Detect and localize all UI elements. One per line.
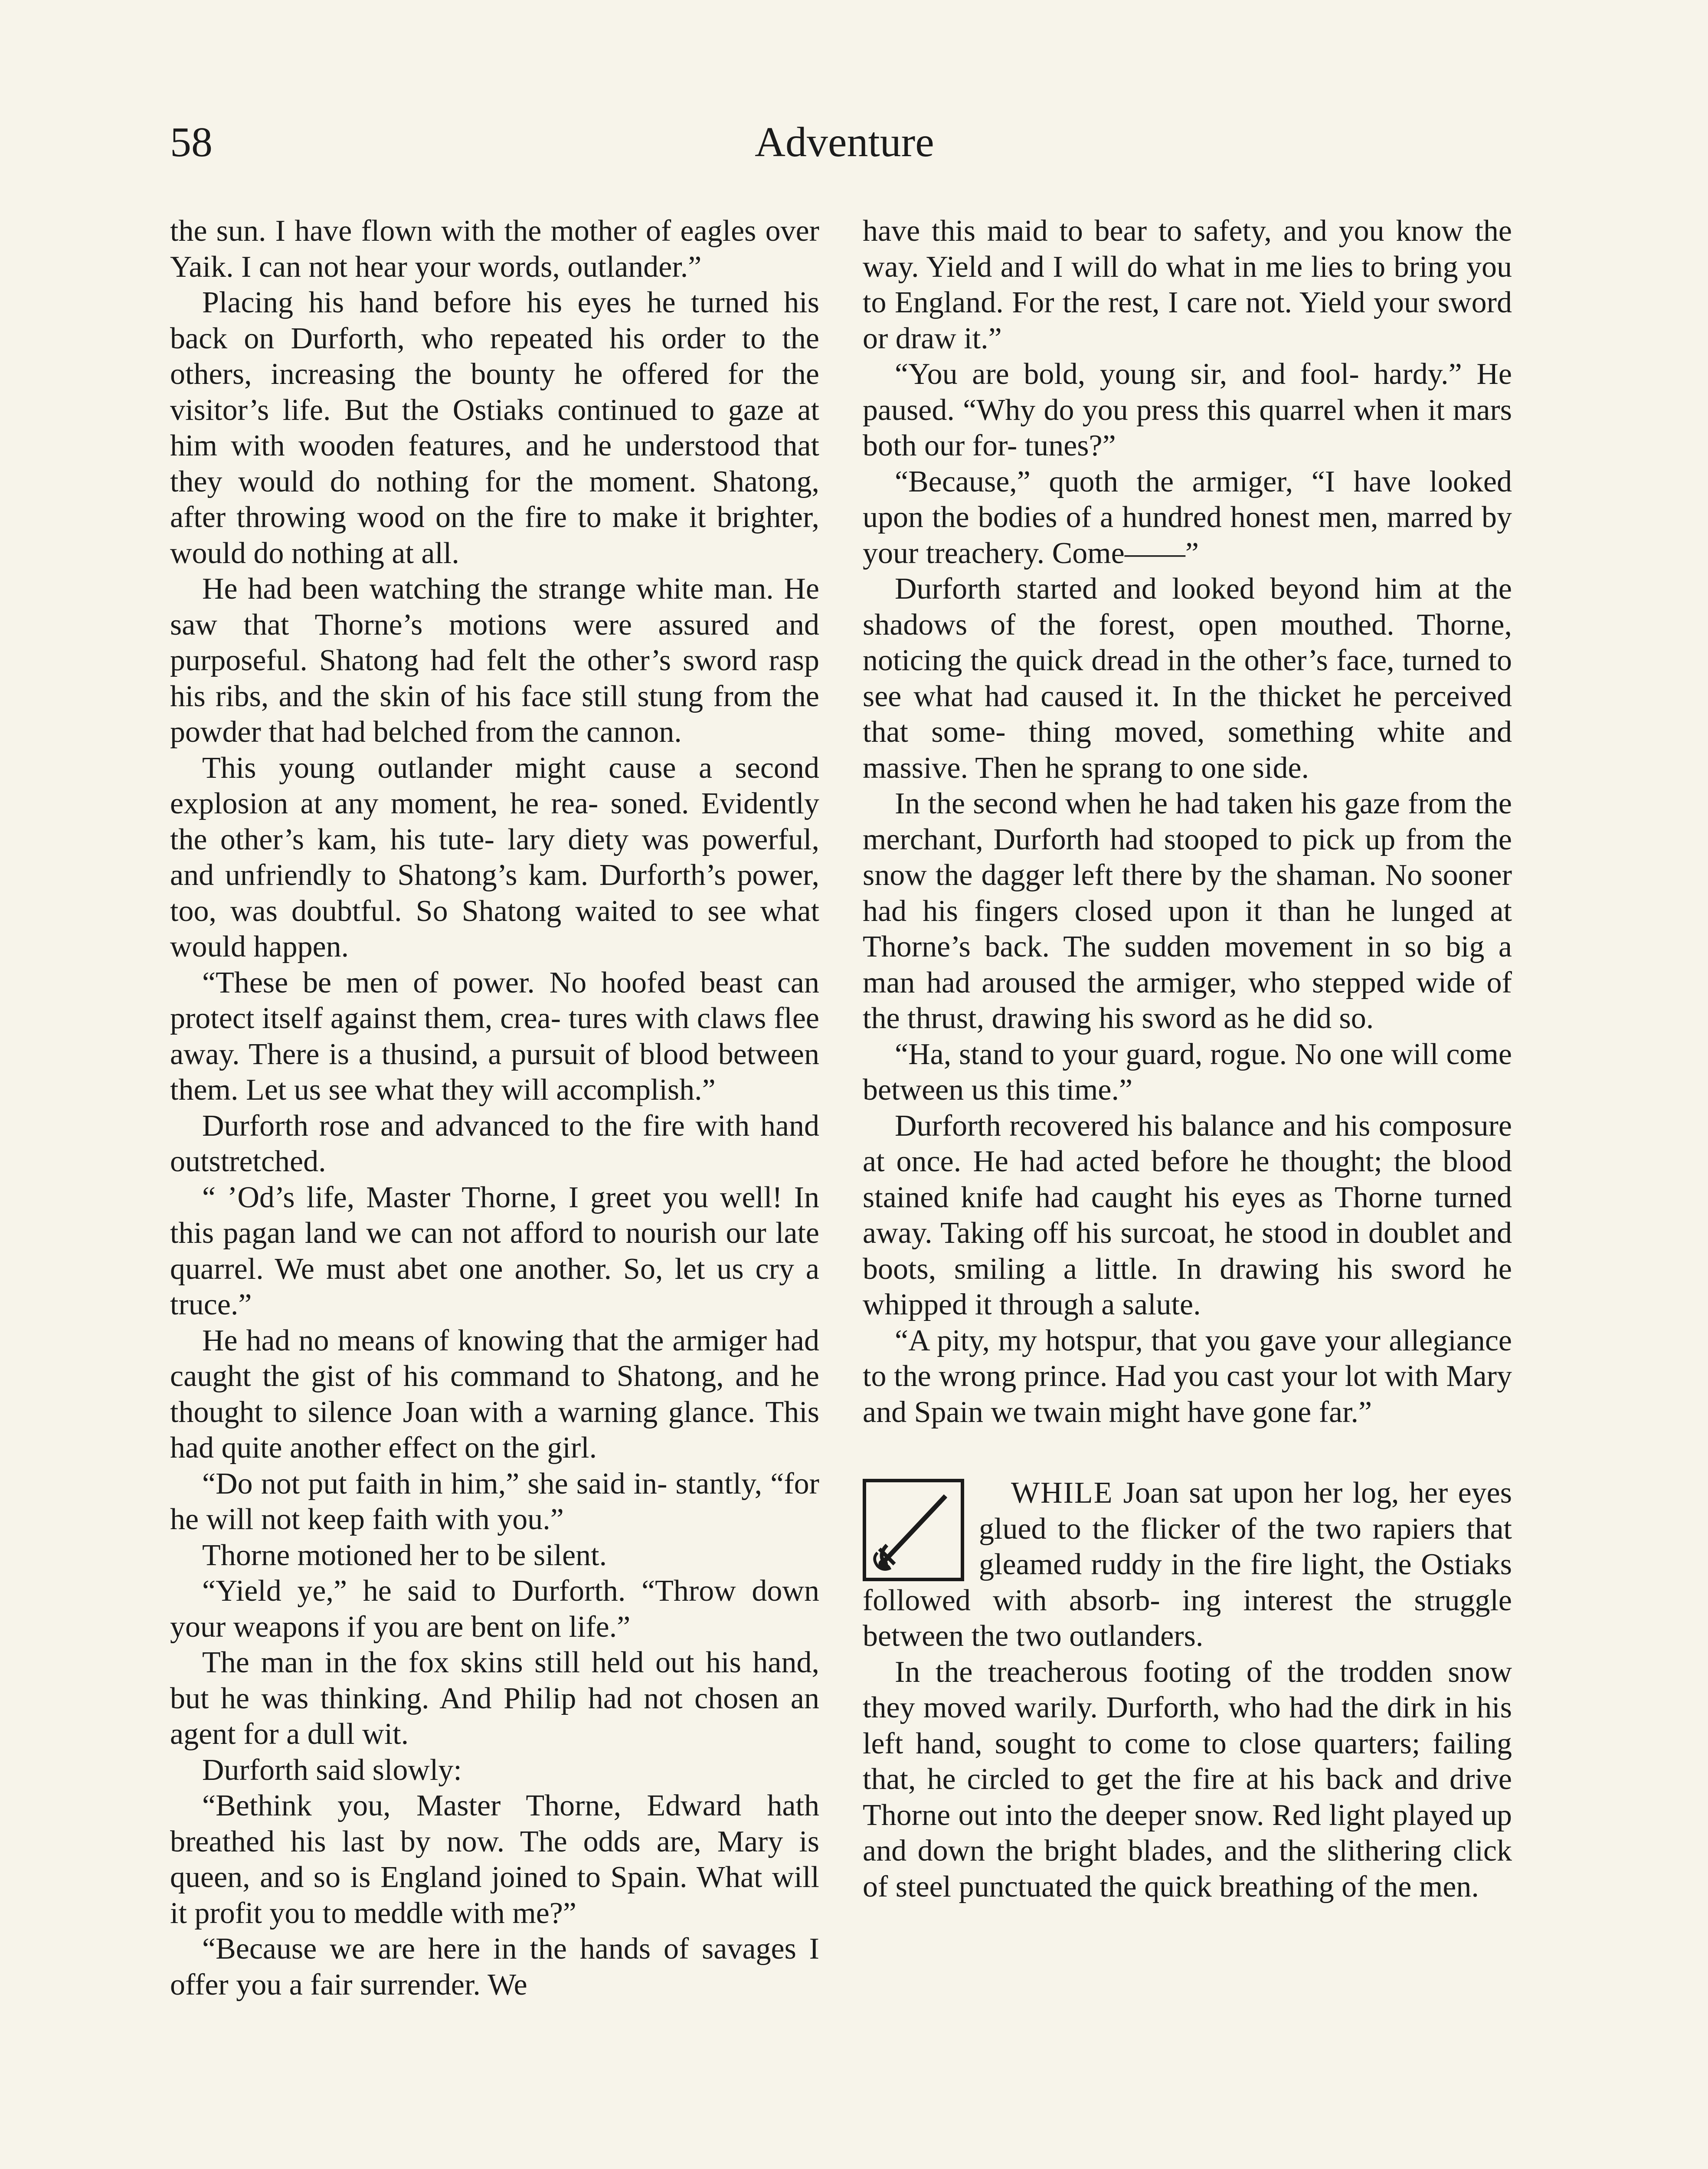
paragraph: “Bethink you, Master Thorne, Edward hath breathed his last by now. The odds are, Mary is queen, and so is England joined to Spain. What will it profit you to meddle with me?”: [170, 1789, 819, 1930]
section-break: [863, 1475, 1512, 1905]
paragraph: “Because,” quoth the armiger, “I have looked upon the bodies of a hundred honest men, marred by your treachery. Come——”: [863, 465, 1512, 570]
page-header: [170, 116, 1519, 177]
paragraph: “You are bold, young sir, and fool- hardy.” He paused. “Why do you press this quarrel when it mars both our for- tunes?”: [863, 357, 1512, 462]
paragraph: “Because we are here in the hands of savages I offer you a fair surrender. We: [170, 1932, 819, 2002]
paragraph: Placing his hand before his eyes he turned his back on Durforth, who repeated his order to the others, increasing the bounty he offered for the visitor’s life. But the Ostiaks continued to gaze at him with wooden features, and he understood that they would do nothing for the moment. Shatong, after throwing wood on the fire to make it brighter, would do nothing at all.: [170, 286, 819, 570]
paragraph: The man in the fox skins still held out his hand, but he was thinking. And Philip had not chosen an agent for a dull wit.: [170, 1646, 819, 1751]
paragraph: Durforth recovered his balance and his composure at once. He had acted before he thought; the blood stained knife had caught his eyes as Thorne turned away. Taking off his surcoat, he stood in doublet and boots, smiling a little. In drawing his sword he whipped it through a salute.: [863, 1109, 1512, 1321]
right-column: [863, 213, 1512, 2169]
paragraph: “Yield ye,” he said to Durforth. “Throw down your weapons if you are bent on life.”: [170, 1574, 819, 1644]
paragraph: In the second when he had taken his gaze from the merchant, Durforth had stooped to pick up from the snow the dagger left there by the shaman. No sooner had his fingers closed upon it than he lunged at Thorne’s back. The sudden movement in so big a man had aroused the armiger, who stepped wide of the thrust, drawing his sword as he did so.: [863, 787, 1512, 1035]
paragraph: Durforth said slowly:: [202, 1753, 462, 1787]
paragraph: the sun. I have flown with the mother of eagles over Yaik. I can not hear your words, outlander.”: [170, 214, 819, 284]
paragraph: “ ’Od’s life, Master Thorne, I greet you well! In this pagan land we can not afford to nourish our late quarrel. We must abet one another. So, let us cry a truce.”: [170, 1180, 819, 1321]
left-column: [170, 213, 819, 2169]
paragraph: He had been watching the strange white man. He saw that Thorne’s motions were assured and purposeful. Shatong had felt the other’s sword rasp his ribs, and the skin of his face still stung from the powder that had belched from the cannon.: [170, 572, 819, 749]
paragraph: In the treacherous footing of the trodden snow they moved warily. Durforth, who had the dirk in his left hand, sought to come to close quarters; failing that, he circled to get the fire at his back and drive Thorne out into the deeper snow. Red light played up and down the bright blades, and the slithering click of steel punctuated the quick breathing of the men.: [863, 1655, 1512, 1904]
paragraph: “These be men of power. No hoofed beast can protect itself against them, crea- tures with claws flee away. There is a thusind, a pursuit of blood between them. Let us see what they will accomplish.”: [170, 966, 819, 1107]
paragraph: “A pity, my hotspur, that you gave your allegiance to the wrong prince. Had you cast your lot with Mary and Spain we twain might have gone far.”: [863, 1324, 1512, 1429]
paragraph: “Do not put faith in him,” she said in- stantly, “for he will not keep faith with you.”: [170, 1467, 819, 1536]
paragraph: have this maid to bear to safety, and you know the way. Yield and I will do what in me lies to bring you to England. For the rest, I care not. Yield your sword or draw it.”: [863, 214, 1512, 355]
lead-in: WHILE: [1011, 1476, 1113, 1510]
paragraph: Thorne motioned her to be silent.: [202, 1538, 607, 1572]
page-number: 58: [170, 119, 213, 166]
paragraph: “Ha, stand to your guard, rogue. No one will come between us this time.”: [863, 1037, 1512, 1107]
paragraph-text: Joan sat upon her log, her eyes glued to the flicker of the two rapiers that gleamed ruddy in the fire light, the Ostiaks followed with absorb- ing interest the struggle between the two outlanders.: [863, 1476, 1512, 1653]
paragraph: This young outlander might cause a second explosion at any moment, he rea- soned. Evidently the other’s kam, his tute- lary diety was powerful, and unfriendly to Shatong’s kam. Durforth’s power, too, was doubtful. So Shatong waited to see what would happen.: [170, 751, 819, 963]
sword-icon: [863, 1479, 964, 1581]
paragraph: Durforth rose and advanced to the fire with hand outstretched.: [170, 1109, 819, 1178]
paragraph: Durforth started and looked beyond him at the shadows of the forest, open mouthed. Thorne, noticing the quick dread in the other’s face, turned to see what had caused it. In the thicket he perceived that some- thing moved, something white and massive. Then he sprang to one side.: [863, 572, 1512, 785]
paragraph: He had no means of knowing that the armiger had caught the gist of his command to Shatong, and he thought to silence Joan with a warning glance. This had quite another effect on the girl.: [170, 1324, 819, 1465]
running-title: Adventure: [755, 119, 934, 166]
